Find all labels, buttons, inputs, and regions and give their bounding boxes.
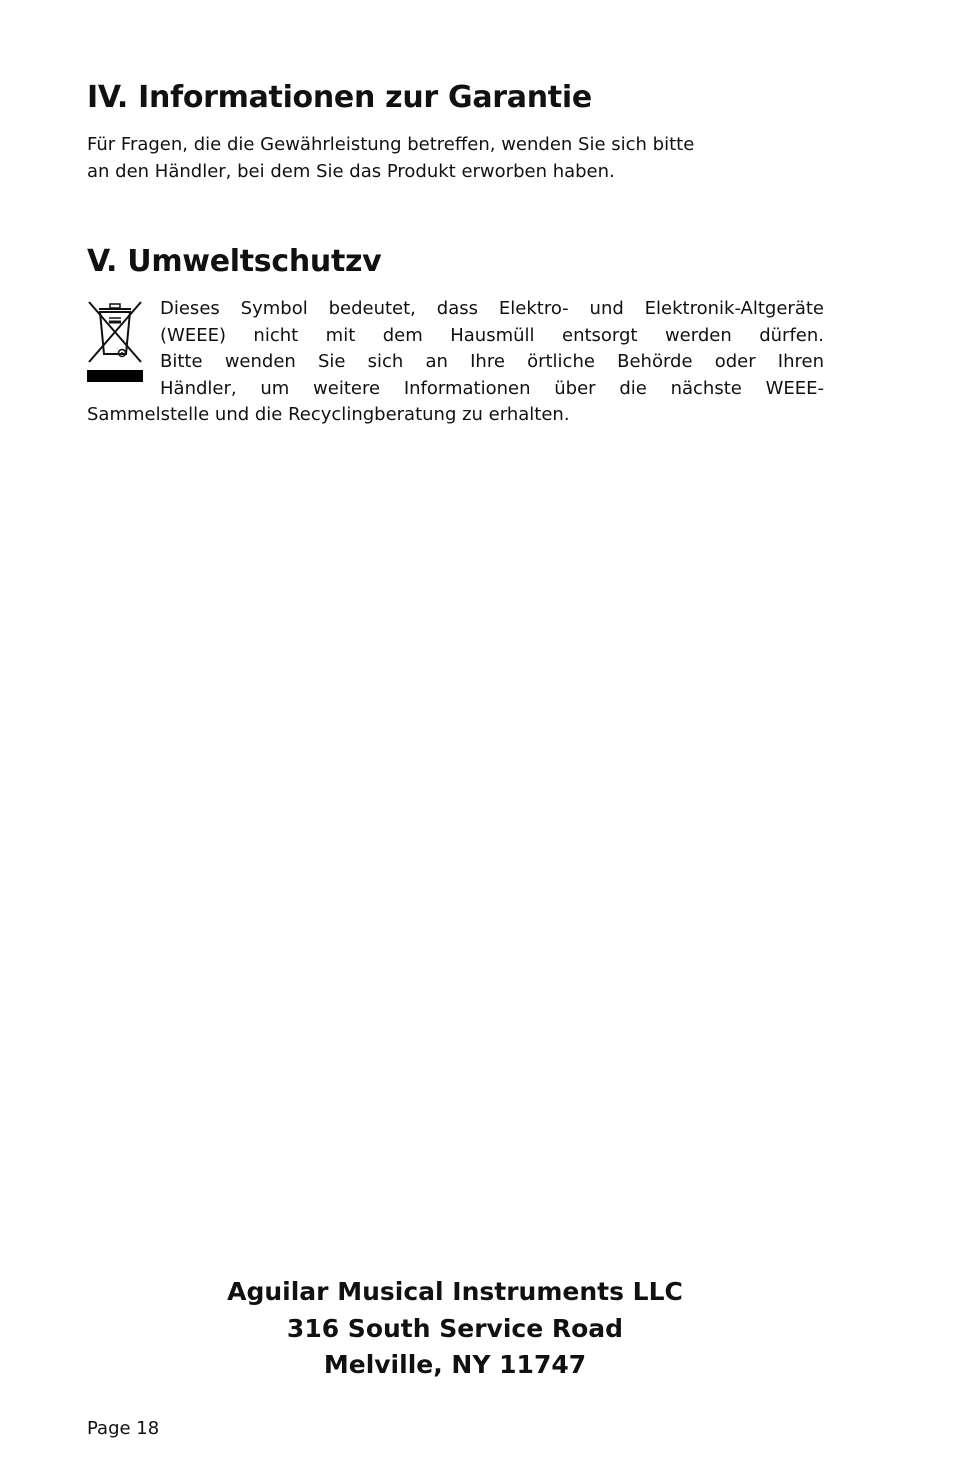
weee-crossed-out-bin-icon	[87, 300, 143, 382]
company-city: Melville, NY 11747	[323, 1350, 587, 1379]
garantie-paragraph	[87, 131, 807, 185]
weee-line-1: Dieses Symbol bedeutet, dass Elektro- und Elektronik-Altgeräte	[160, 298, 824, 319]
company-name: Aguilar Musical Instruments LLC	[227, 1277, 683, 1306]
company-street: 316 South Service Road	[286, 1313, 624, 1343]
company-address	[0, 1274, 910, 1384]
weee-text	[160, 296, 824, 402]
garantie-line-2: an den Händler, bei dem Sie das Produkt erworben haben.	[87, 161, 615, 182]
weee-line-4: Händler, um weitere Informationen über die nächste WEEE-	[160, 377, 824, 399]
section-heading-umweltschutz: V. Umweltschutzv	[87, 244, 382, 279]
weee-line-5: Sammelstelle und die Recyclingberatung zu erhalten.	[87, 404, 570, 425]
section-heading-garantie: IV. Informationen zur Garantie	[87, 80, 592, 115]
weee-line-2: (WEEE) nicht mit dem Hausmüll entsorgt werden dürfen.	[160, 324, 824, 346]
garantie-line-1: Für Fragen, die die Gewährleistung betreffen, wenden Sie sich bitte	[87, 134, 695, 155]
weee-line-3: Bitte wenden Sie sich an Ihre örtliche Behörde oder Ihren	[160, 351, 824, 372]
page-number: Page 18	[87, 1418, 160, 1439]
